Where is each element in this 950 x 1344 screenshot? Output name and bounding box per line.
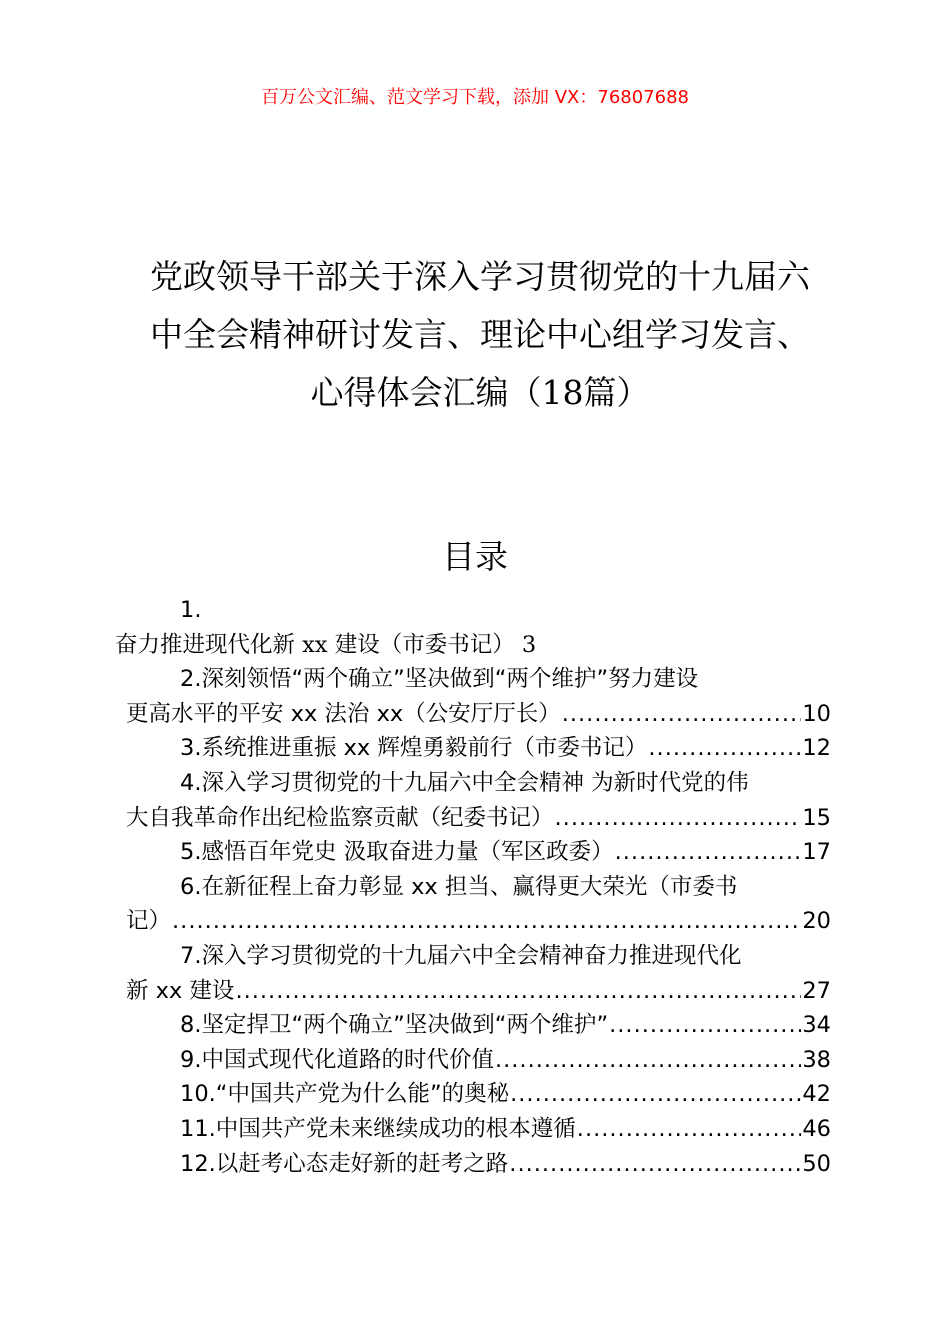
toc-item-6-line-1: 6.在新征程上奋力彰显 xx 担当、赢得更大荣光（市委书 bbox=[180, 873, 738, 900]
toc-item-3[interactable] bbox=[126, 731, 831, 766]
toc-item-12[interactable] bbox=[126, 1147, 831, 1182]
toc-item-1[interactable] bbox=[115, 628, 831, 663]
toc-item-7-line-2-text: 新 xx 建设 bbox=[126, 977, 235, 1004]
toc-item-6-page: 20 bbox=[802, 908, 831, 935]
dot-leader bbox=[555, 801, 802, 836]
dot-leader bbox=[648, 731, 801, 766]
toc-item-1-text-a: 奋力推进现代化新 bbox=[115, 631, 303, 658]
toc-item-5-page: 17 bbox=[802, 839, 831, 866]
toc-item-4-line-2-text: 大自我革命作出纪检监察贡献（纪委书记） bbox=[126, 804, 554, 831]
title-line-3-a: 心得体会汇编（ bbox=[310, 373, 542, 412]
title-line-3-b: 篇） bbox=[583, 373, 650, 412]
dot-leader bbox=[609, 1008, 801, 1043]
dot-leader bbox=[562, 697, 802, 732]
toc-item-11[interactable] bbox=[126, 1112, 831, 1147]
toc-item-8-text: 8.坚定捍卫“两个确立”坚决做到“两个维护” bbox=[180, 1012, 609, 1039]
toc-item-2-line-2-text: 更高水平的平安 xx 法治 xx（公安厅厅长） bbox=[126, 700, 561, 727]
toc-item-9-page: 38 bbox=[802, 1046, 831, 1073]
dot-leader bbox=[172, 904, 801, 939]
dot-leader bbox=[235, 974, 801, 1009]
toc-item-6-line-2 bbox=[126, 904, 831, 939]
toc-item-11-text: 11.中国共产党未来继续成功的根本遵循 bbox=[180, 1115, 576, 1142]
toc-item-1-text-b: 建设（市委书记） bbox=[327, 631, 522, 658]
toc-item-3-text: 3.系统推进重振 xx 辉煌勇毅前行（市委书记） bbox=[180, 735, 648, 762]
toc-item-4-line-2 bbox=[126, 801, 831, 836]
toc-item-1-xx: xx bbox=[302, 631, 328, 658]
toc-item-1-number[interactable]: 1. bbox=[180, 597, 202, 623]
toc-item-12-text: 12.以赶考心态走好新的赶考之路 bbox=[180, 1150, 509, 1177]
toc-item-6[interactable] bbox=[126, 870, 831, 939]
toc-item-10[interactable] bbox=[126, 1077, 831, 1112]
toc-item-2-page: 10 bbox=[802, 700, 831, 727]
toc-item-8[interactable] bbox=[126, 1008, 831, 1043]
toc-item-7-line-1: 7.深入学习贯彻党的十九届六中全会精神奋力推进现代化 bbox=[180, 942, 742, 969]
toc-item-2-line-2 bbox=[126, 697, 831, 732]
dot-leader bbox=[509, 1147, 801, 1182]
toc-item-2-line-1: 2.深刻领悟“两个确立”坚决做到“两个维护”努力建设 bbox=[180, 666, 699, 693]
toc-item-2[interactable] bbox=[126, 662, 831, 731]
toc-item-10-page: 42 bbox=[802, 1081, 831, 1108]
toc-item-11-page: 46 bbox=[802, 1115, 831, 1142]
toc-heading: 目录 bbox=[442, 537, 508, 576]
toc-item-4-line-1: 4.深入学习贯彻党的十九届六中全会精神 为新时代党的伟 bbox=[180, 769, 749, 796]
toc-item-7[interactable] bbox=[126, 939, 831, 1008]
watermark-header: 百万公文汇编、范文学习下载，添加 VX：76807688 bbox=[261, 87, 689, 108]
toc-item-6-line-2-text: 记） bbox=[126, 908, 172, 935]
toc-item-8-page: 34 bbox=[802, 1012, 831, 1039]
toc-item-1-page: 3 bbox=[521, 631, 537, 658]
toc-item-5-text: 5.感悟百年党史 汲取奋进力量（军区政委） bbox=[180, 839, 614, 866]
title-line-1: 党政领导干部关于深入学习贯彻党的十九届六 bbox=[150, 257, 810, 296]
toc-item-4-page: 15 bbox=[802, 804, 831, 831]
dot-leader bbox=[495, 1043, 801, 1078]
title-line-3 bbox=[125, 364, 835, 422]
dot-leader bbox=[510, 1077, 801, 1112]
toc-item-3-page: 12 bbox=[802, 735, 831, 762]
toc-item-9-text: 9.中国式现代化道路的时代价值 bbox=[180, 1046, 494, 1073]
document-title bbox=[125, 248, 835, 422]
toc-item-9[interactable] bbox=[126, 1043, 831, 1078]
toc-item-12-page: 50 bbox=[802, 1150, 831, 1177]
title-line-2: 中全会精神研讨发言、理论中心组学习发言、 bbox=[150, 315, 810, 354]
table-of-contents bbox=[115, 593, 831, 1181]
dot-leader bbox=[577, 1112, 802, 1147]
dot-leader bbox=[615, 835, 802, 870]
toc-item-5[interactable] bbox=[126, 835, 831, 870]
toc-item-4[interactable] bbox=[126, 766, 831, 835]
title-count: 18 bbox=[541, 373, 584, 412]
toc-item-7-page: 27 bbox=[802, 977, 831, 1004]
toc-item-10-text: 10.“中国共产党为什么能”的奥秘 bbox=[180, 1081, 510, 1108]
toc-item-7-line-2 bbox=[126, 974, 831, 1009]
